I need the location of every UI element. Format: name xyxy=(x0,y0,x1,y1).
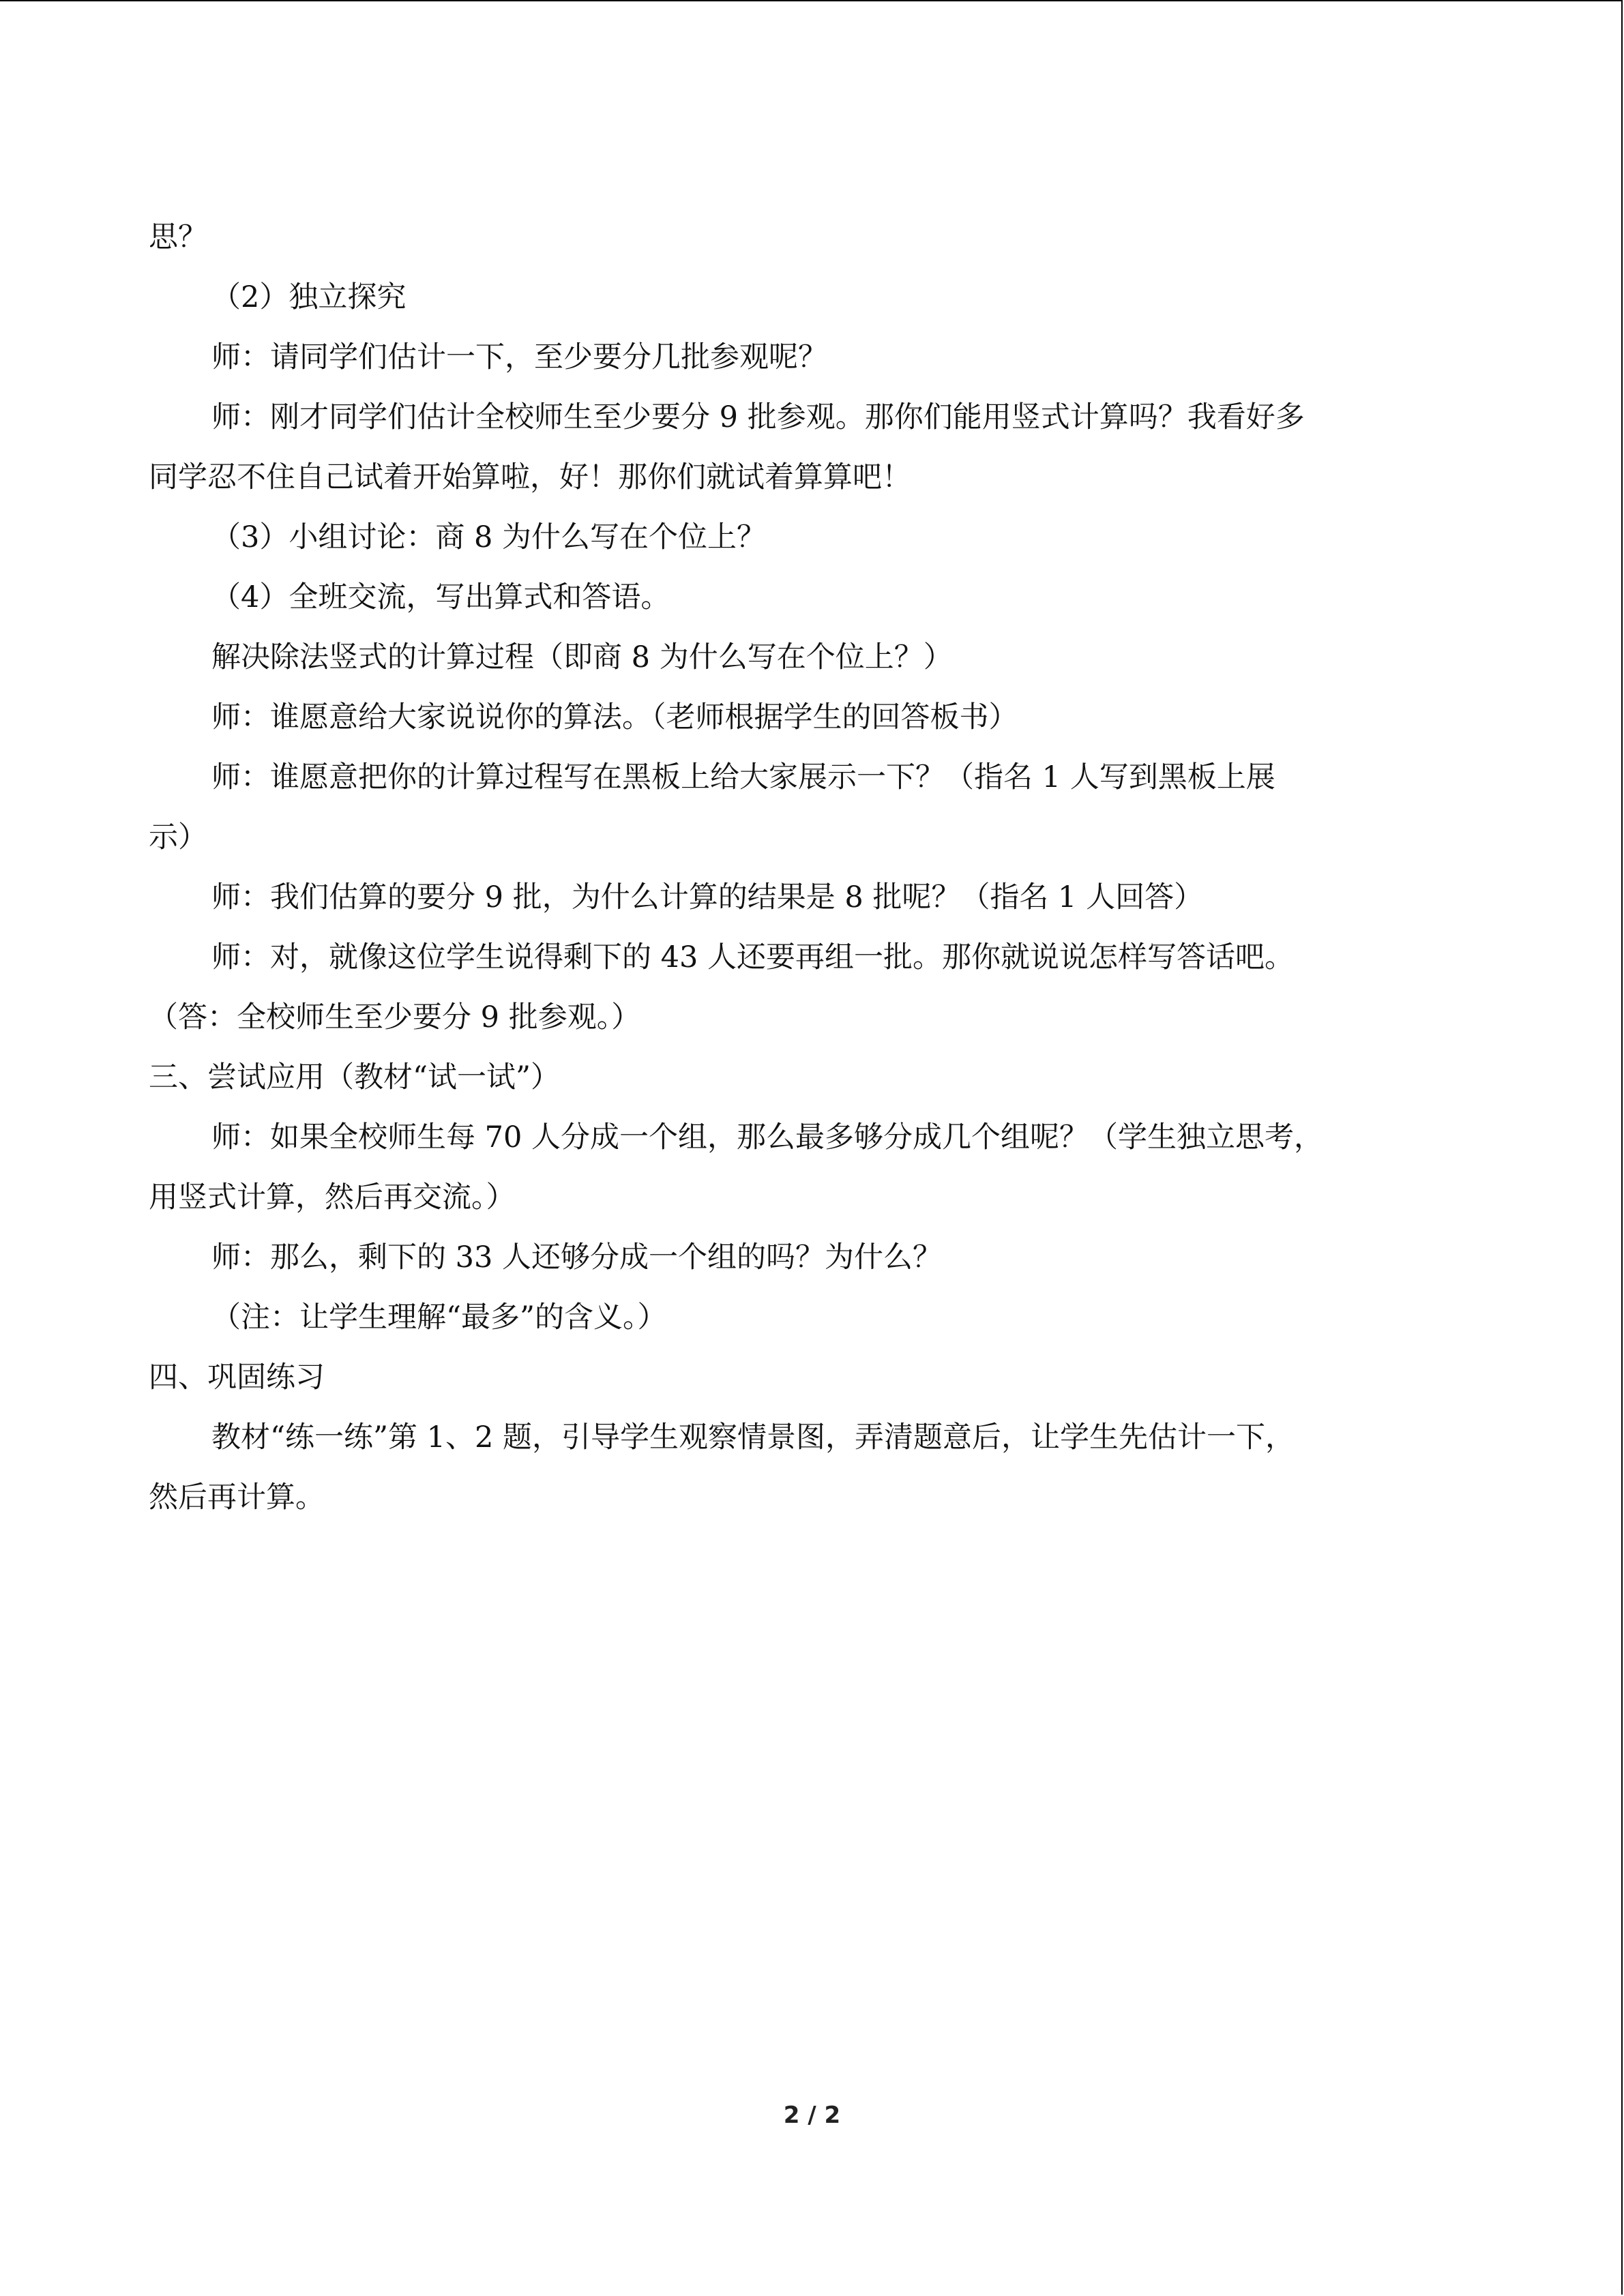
text-line: 师：我们估算的要分 9 批，为什么计算的结果是 8 批呢？（指名 1 人回答） xyxy=(211,880,1204,914)
text-line: 示） xyxy=(149,820,207,854)
text-line: 用竖式计算，然后再交流。） xyxy=(149,1180,516,1214)
section-heading: 四、巩固练习 xyxy=(149,1360,325,1395)
section-heading: 三、尝试应用（教材“试一试”） xyxy=(149,1060,560,1094)
text-line: 师：如果全校师生每 70 人分成一个组，那么最多够分成几个组呢？（学生独立思考， xyxy=(211,1120,1324,1154)
document-body xyxy=(149,207,1434,1527)
text-line: （3）小组讨论：商 8 为什么写在个位上？ xyxy=(211,520,767,554)
text-line: 师：对，就像这位学生说得剩下的 43 人还要再组一批。那你就说说怎样写答话吧。 xyxy=(211,940,1295,974)
text-line: 师：刚才同学们估计全校师生至少要分 9 批参观。那你们能用竖式计算吗？我看好多 xyxy=(211,400,1305,434)
text-line: 解决除法竖式的计算过程（即商 8 为什么写在个位上？） xyxy=(211,640,953,674)
text-line: 然后再计算。 xyxy=(149,1480,325,1515)
text-line: 教材“练一练”第 1、2 题，引导学生观察情景图，弄清题意后，让学生先估计一下， xyxy=(211,1420,1295,1455)
text-line: （2）独立探究 xyxy=(211,280,407,314)
text-line: 师：请同学们估计一下，至少要分几批参观呢？ xyxy=(211,340,827,374)
text-line: （答：全校师生至少要分 9 批参观。） xyxy=(149,1000,641,1034)
text-line: 同学忍不住自己试着开始算啦，好！那你们就试着算算吧！ xyxy=(149,460,911,494)
page-number: 2 / 2 xyxy=(783,2102,841,2129)
text-line: （注：让学生理解“最多”的含义。） xyxy=(211,1300,667,1335)
text-line: 师：谁愿意把你的计算过程写在黑板上给大家展示一下？（指名 1 人写到黑板上展 xyxy=(211,760,1275,794)
text-line: （4）全班交流，写出算式和答语。 xyxy=(211,580,670,614)
text-line: 师：谁愿意给大家说说你的算法。（老师根据学生的回答板书） xyxy=(211,700,1018,734)
text-line: 思？ xyxy=(149,220,207,254)
text-line: 师：那么，剩下的 33 人还够分成一个组的吗？为什么？ xyxy=(211,1240,943,1274)
